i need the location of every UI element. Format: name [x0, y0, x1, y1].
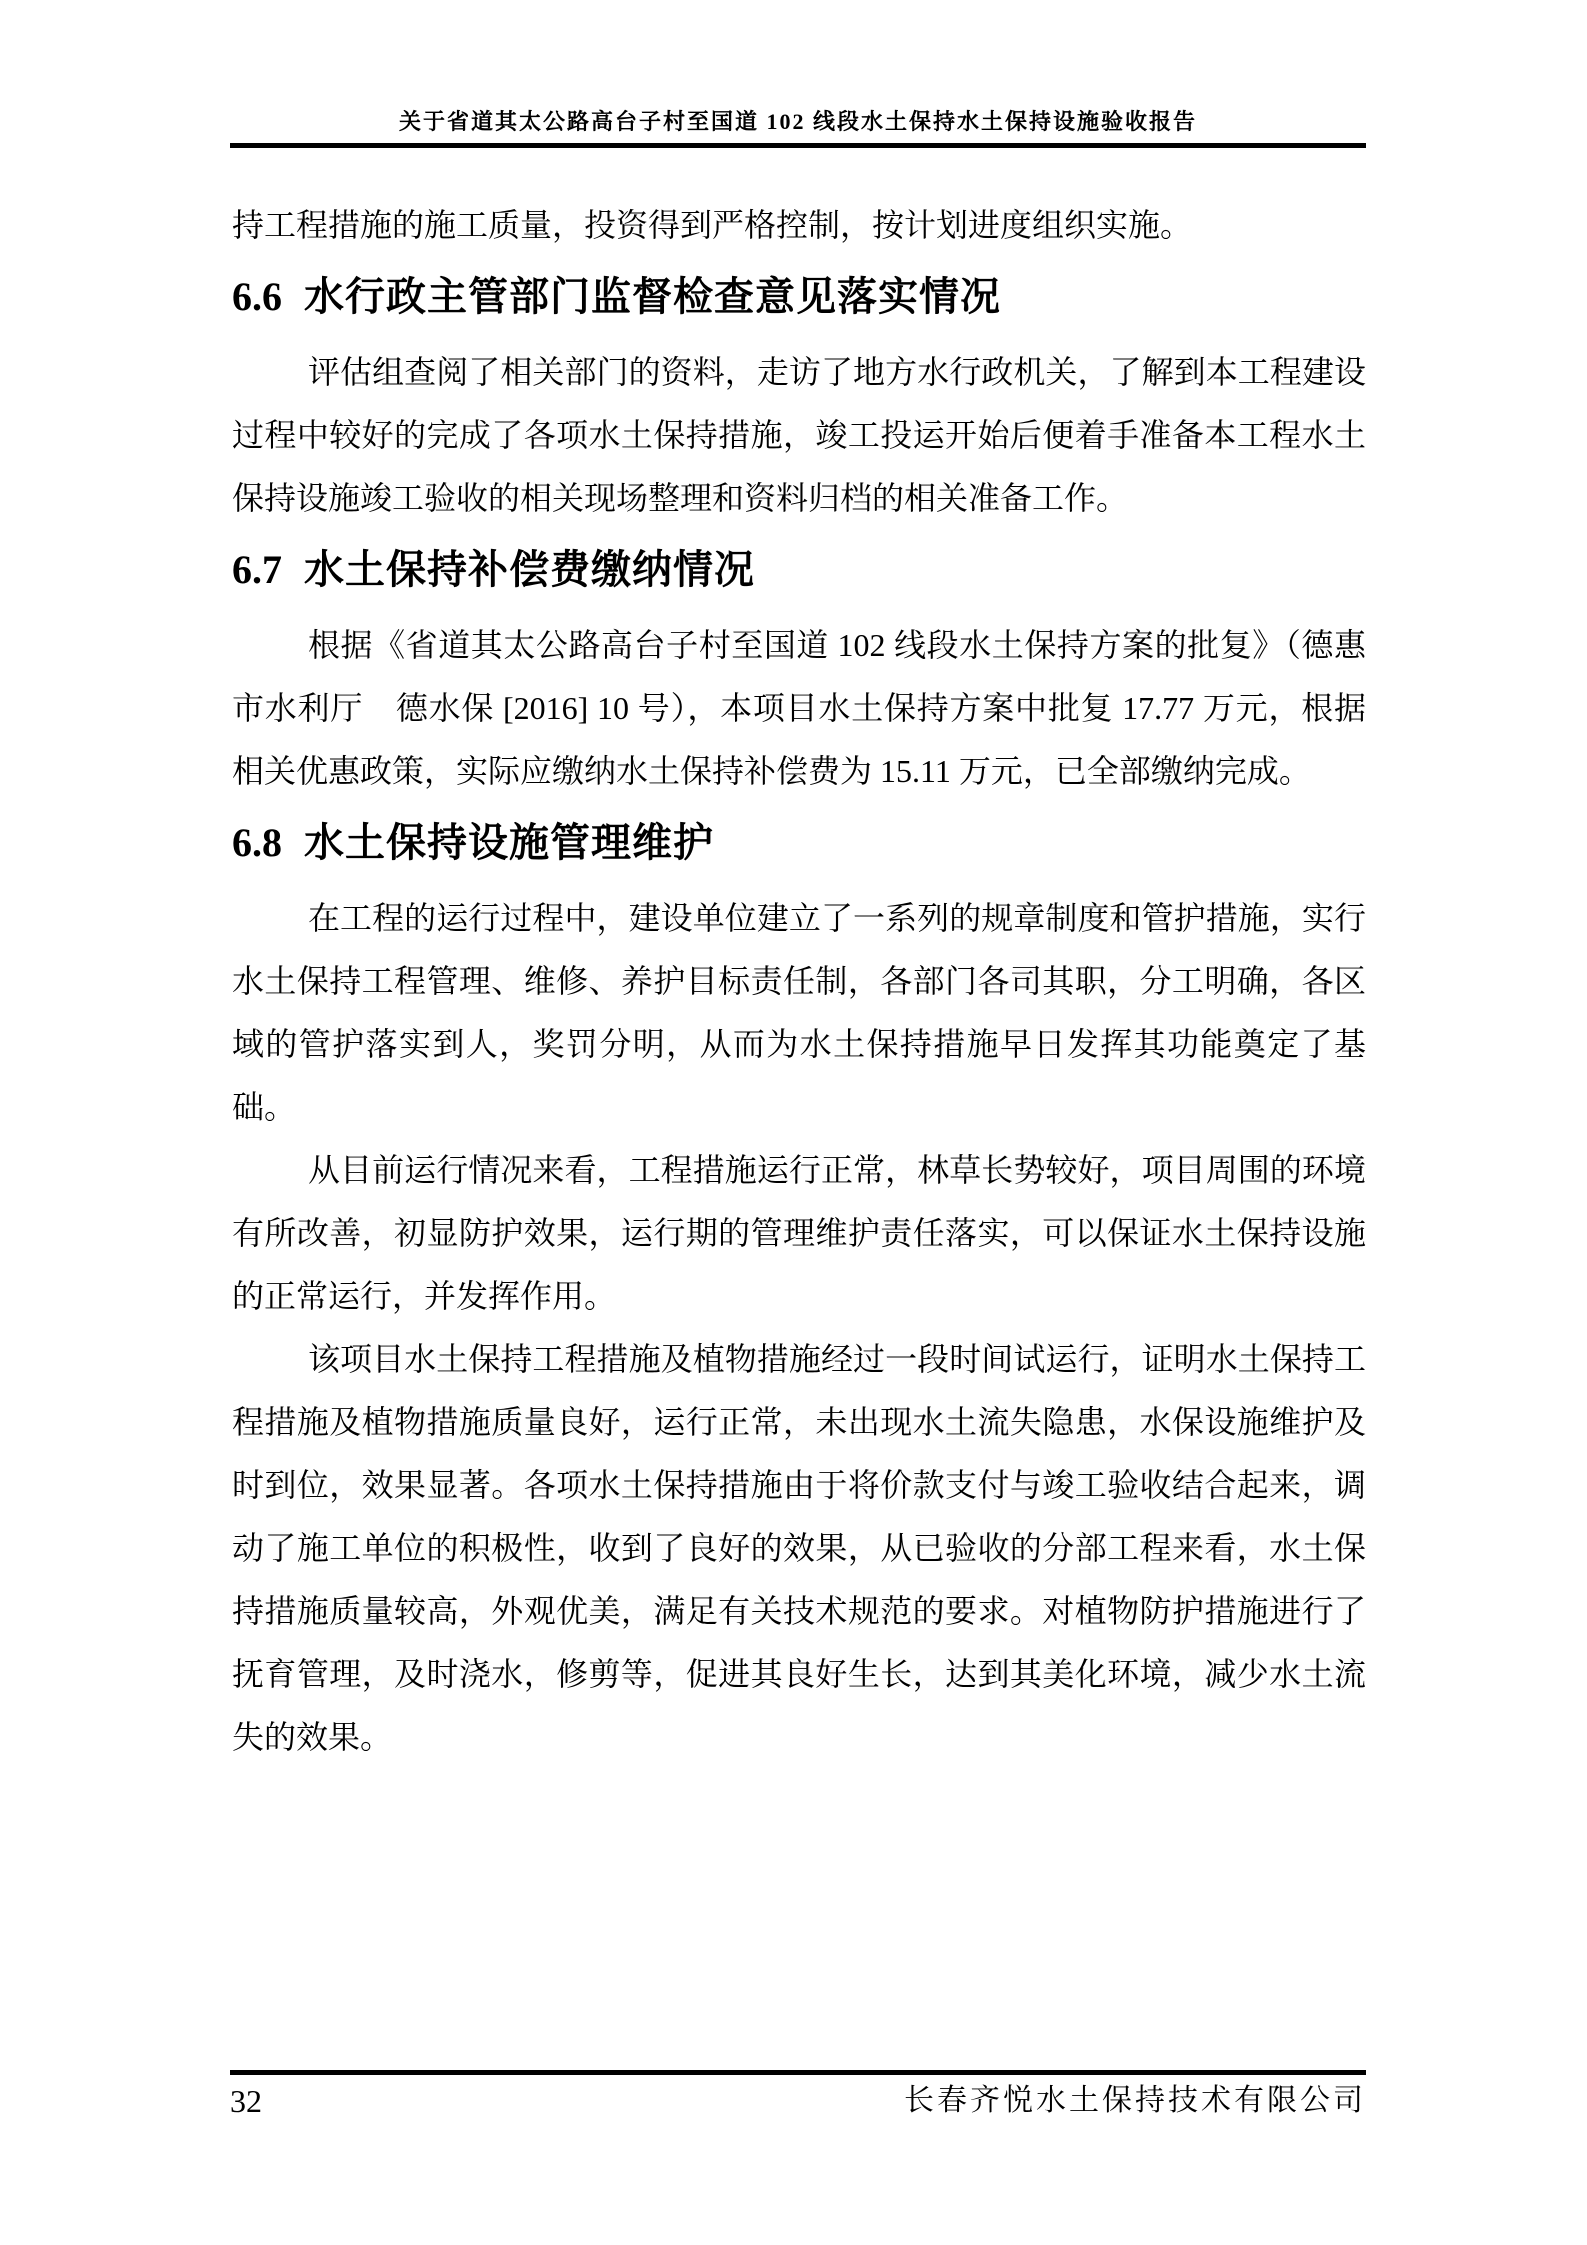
heading-number: 6.8	[232, 820, 282, 865]
section-heading-6-7	[232, 542, 1366, 598]
page-footer	[230, 2070, 1366, 2119]
document-body	[232, 194, 1366, 1769]
header-title: 关于省道其太公路高台子村至国道 102 线段水土保持水土保持设施验收报告	[230, 106, 1366, 148]
heading-title: 水土保持设施管理维护	[304, 820, 714, 865]
heading-title: 水土保持补偿费缴纳情况	[304, 547, 755, 592]
footer-company-name: 长春齐悦水土保持技术有限公司	[904, 2084, 1366, 2117]
footer-page-number: 32	[230, 2083, 262, 2119]
section-heading-6-6	[232, 269, 1366, 325]
heading-number: 6.6	[232, 274, 282, 319]
paragraph: 该项目水土保持工程措施及植物措施经过一段时间试运行，证明水土保持工程措施及植物措施质量良好，运行正常，未出现水土流失隐患，水保设施维护及时到位，效果显著。各项水土保持措施由于将价款支付与竣工验收结合起来，调动了施工单位的积极性，收到了良好的效果，从已验收的分部工程来看，水土保持措施质量较高，外观优美，满足有关技术规范的要求。对植物防护措施进行了抚育管理，及时浇水，修剪等，促进其良好生长，达到其美化环境，减少水土流失的效果。	[232, 1341, 1366, 1755]
heading-title: 水行政主管部门监督检查意见落实情况	[304, 274, 1001, 319]
paragraph: 根据《省道其太公路高台子村至国道 102 线段水土保持方案的批复》（德惠市水利厅 德水保 [2016] 10 号），本项目水土保持方案中批复 17.77 万元，根据相关优惠政策，实际应缴纳水土保持补偿费为 15.11 万元，已全部缴纳完成。	[232, 627, 1366, 789]
heading-number: 6.7	[232, 547, 282, 592]
paragraph: 评估组查阅了相关部门的资料，走访了地方水行政机关，了解到本工程建设过程中较好的完成了各项水土保持措施，竣工投运开始后便着手准备本工程水土保持设施竣工验收的相关现场整理和资料归档的相关准备工作。	[232, 354, 1366, 516]
page-header	[230, 0, 1366, 148]
paragraph-continuation: 持工程措施的施工质量，投资得到严格控制，按计划进度组织实施。	[232, 207, 1193, 243]
paragraph: 在工程的运行过程中，建设单位建立了一系列的规章制度和管护措施，实行水土保持工程管理、维修、养护目标责任制，各部门各司其职，分工明确，各区域的管护落实到人，奖罚分明，从而为水土保持措施早日发挥其功能奠定了基础。	[232, 900, 1366, 1125]
paragraph: 从目前运行情况来看，工程措施运行正常，林草长势较好，项目周围的环境有所改善，初显防护效果，运行期的管理维护责任落实，可以保证水土保持设施的正常运行，并发挥作用。	[232, 1152, 1366, 1314]
section-heading-6-8	[232, 815, 1366, 871]
